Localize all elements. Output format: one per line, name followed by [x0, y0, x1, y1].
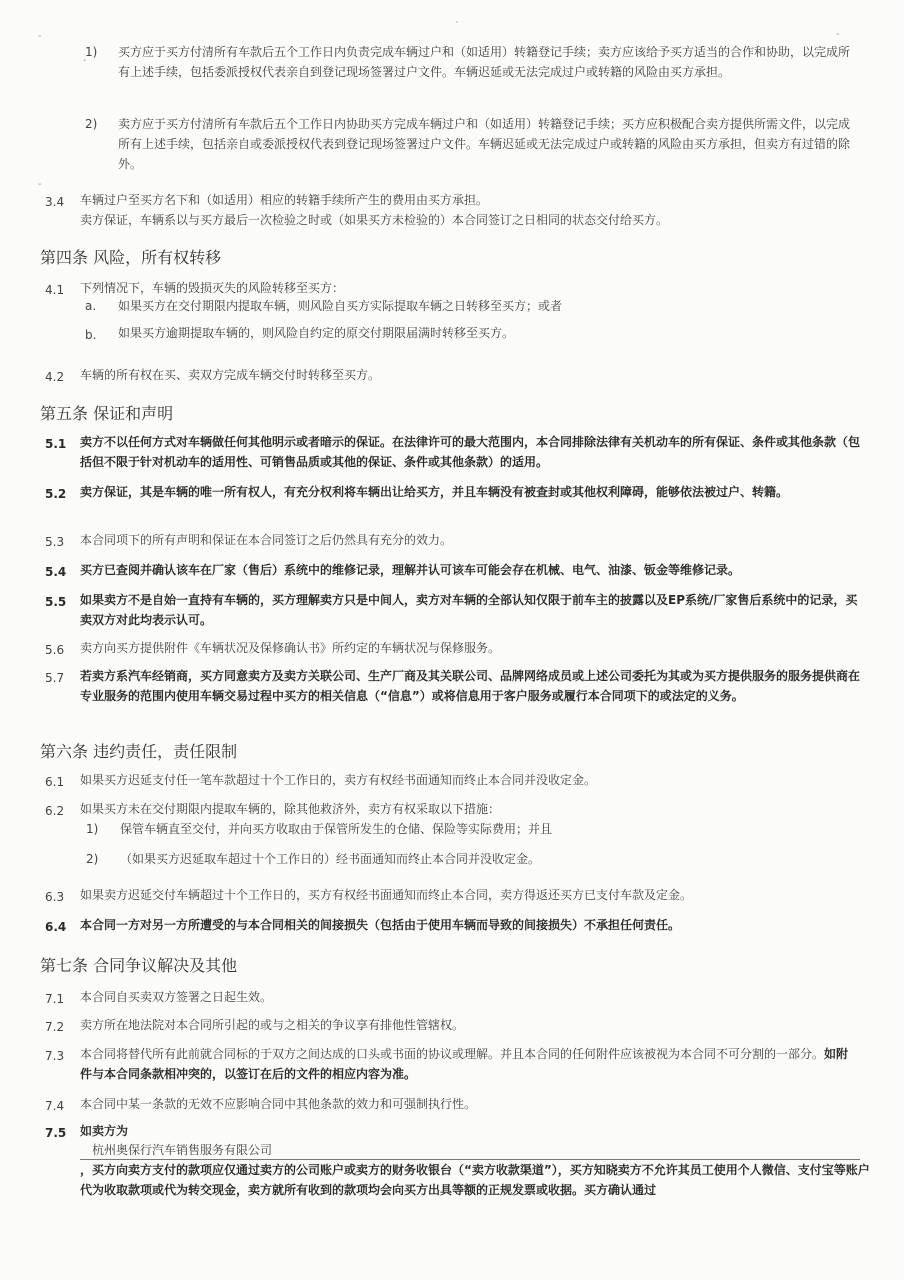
clause-text: 如果卖方迟延交付车辆超过十个工作日的，买方有权经书面通知而终止本合同，卖方得返还买方已支付车款及定金。: [80, 888, 693, 902]
clause-number: 5.7: [45, 671, 65, 685]
clause-text: 保管车辆直至交付，并向买方收取由于保管所发生的仓储、保险等实际费用；并且: [120, 822, 553, 836]
clause-text: （如果买方迟延取车超过十个工作日的）经书面通知而终止本合同并没收定金。: [120, 852, 541, 866]
clause-number: a.: [85, 299, 97, 313]
clause-text: 车辆过户至买方名下和（如适用）相应的转籍手续所产生的费用由买方承担。: [80, 193, 489, 207]
seller-company-name: 杭州奥保行汽车销售服务有限公司: [92, 1143, 273, 1157]
clause-number: 7.2: [45, 1020, 65, 1034]
clause-text: 卖方保证，其是车辆的唯一所有权人，有充分权利将车辆出让给买方，并且车辆没有被查封或其他权利障碍，能够依法被过户、转籍。: [80, 485, 789, 499]
clause-text: ，买方向卖方支付的款项应仅通过卖方的公司账户或卖方的财务收银台（“卖方收款渠道”），买方知晓卖方不允许其员工使用个人微信、支付宝等账户代为收取款项或代为转交现金，卖方就所有收到的款项均会向买方出具等额的正规发票或收据。买方确认通过: [80, 1163, 870, 1197]
article-heading: 第五条 保证和声明: [40, 404, 174, 423]
clause-number: 1): [86, 822, 99, 836]
clause-number: 2): [85, 117, 98, 131]
clause-text: 如果买方未在交付期限内提取车辆的，除其他救济外，卖方有权采取以下措施：: [80, 802, 501, 816]
clause-number: 5.2: [45, 487, 67, 501]
clause-number: 6.1: [45, 775, 65, 789]
clause-label: 如卖方为: [80, 1124, 129, 1138]
scan-speck: -: [38, 31, 42, 42]
clause-text: 买方已查阅并确认该车在厂家（售后）系统中的维修记录，理解并认可该车可能会存在机械、电气、油漆、钣金等维修记录。: [80, 563, 741, 577]
clause-number: 5.6: [45, 643, 65, 657]
clause-text-plain: 本合同将替代所有此前就合同标的于双方之间达成的口头或书面的协议或理解。并且本合同的任何附件应该被视为本合同不可分割的一部分。: [80, 1047, 825, 1061]
clause-text: 本合同一方对另一方所遭受的与本合同相关的间接损失（包括由于使用车辆而导致的间接损失）不承担任何责任。: [80, 918, 681, 932]
clause-number: 6.2: [45, 804, 65, 818]
clause-text: 下列情况下，车辆的毁损灭失的风险转移至买方：: [80, 281, 345, 295]
clause-number: 6.3: [45, 890, 65, 904]
clause-number: 4.1: [45, 283, 65, 297]
clause-number: 5.1: [45, 437, 67, 451]
clause-text: 本合同自买卖双方签署之日起生效。: [80, 990, 273, 1004]
clause-text: 若卖方系汽车经销商，买方同意卖方及卖方关联公司、生产厂商及其关联公司、品牌网络成员或上述公司委托为其或为买方提供服务的服务提供商在专业服务的范围内使用车辆交易过程中买方的相关信息（“信息”）或将信息用于客户服务或履行本合同项下的或法定的义务。: [80, 669, 861, 703]
clause-number: 7.1: [45, 992, 65, 1006]
clause-text: 卖方不以任何方式对车辆做任何其他明示或者暗示的保证。在法律许可的最大范围内，本合同排除法律有关机动车的所有保证、条件或其他条款（包括但不限于针对机动车的适用性、可销售品质或其他的保证、条件或其他条款）的适用。: [80, 435, 861, 469]
clause-text: [80, 1044, 860, 1084]
clause-number: 5.5: [45, 595, 67, 609]
scan-speck: ¸: [82, 51, 87, 62]
clause-number: 6.4: [45, 920, 67, 934]
clause-text: 如果买方迟延支付任一笔车款超过十个工作日的，卖方有权经书面通知而终止本合同并没收定金。: [80, 773, 597, 787]
article-heading: 第六条 违约责任，责任限制: [40, 742, 238, 761]
clause-text: 卖方保证，车辆系以与买方最后一次检验之时或（如果买方未检验的）本合同签订之日相同的状态交付给买方。: [80, 213, 669, 227]
clause-text: 本合同中某一条款的无效不应影响合同中其他条款的效力和可强制执行性。: [80, 1097, 477, 1111]
article-heading: 第四条 风险，所有权转移: [40, 248, 222, 267]
clause-text: 卖方向买方提供附件《车辆状况及保修确认书》所约定的车辆状况与保修服务。: [80, 641, 501, 655]
clause-number: 3.4: [45, 195, 65, 209]
clause-text: 如果买方逾期提取车辆的，则风险自约定的原交付期限届满时转移至买方。: [118, 326, 515, 340]
clause-number: b.: [85, 328, 97, 342]
clause-text: 买方应于买方付清所有车款后五个工作日内负责完成车辆过户和（如适用）转籍登记手续；卖方应该给予买方适当的合作和协助，以完成所有上述手续，包括委派授权代表亲自到登记现场签署过户文件。车辆迟延或无法完成过户或转籍的风险由买方承担。: [118, 45, 851, 79]
clause-number: 5.3: [45, 535, 65, 549]
clause-text: 如果卖方不是自始一直持有车辆的，买方理解卖方只是中间人，卖方对车辆的全部认知仅限于前车主的披露以及EP系统/厂家售后系统中的记录，买卖双方对此均表示认可。: [80, 593, 858, 627]
clause-text: 卖方应于买方付清所有车款后五个工作日内协助买方完成车辆过户和（如适用）转籍登记手续；买方应积极配合卖方提供所需文件，以完成所有上述手续，包括亲自或委派授权代表到登记现场签署过户文件。车辆迟延或无法完成过户或转籍的风险由买方承担，但卖方有过错的除外。: [118, 117, 851, 171]
clause-number: 5.4: [45, 565, 67, 579]
scan-speck: -: [38, 179, 42, 190]
clause-number: 4.2: [45, 370, 65, 384]
clause-text: 车辆的所有权在买、卖双方完成车辆交付时转移至买方。: [80, 368, 381, 382]
clause-text-bold: 如附件与本合同条款相冲突的，以签订在后的文件的相应内容为准。: [80, 1047, 849, 1081]
clause-number: 7.3: [45, 1049, 65, 1063]
clause-number: 7.5: [45, 1126, 67, 1140]
clause-text: 本合同项下的所有声明和保证在本合同签订之后仍然具有充分的效力。: [80, 533, 453, 547]
article-heading: 第七条 合同争议解决及其他: [40, 956, 238, 975]
clause-text: 如果买方在交付期限内提取车辆，则风险自买方实际提取车辆之日转移至买方；或者: [118, 299, 563, 313]
clause-number: 1): [85, 45, 98, 59]
scan-speck: `: [455, 21, 460, 32]
clause-text: 卖方所在地法院对本合同所引起的或与之相关的争议享有排他性管辖权。: [80, 1018, 465, 1032]
clause-number: 2): [86, 852, 99, 866]
scan-speck: -: [836, 29, 840, 40]
clause-number: 7.4: [45, 1099, 65, 1113]
